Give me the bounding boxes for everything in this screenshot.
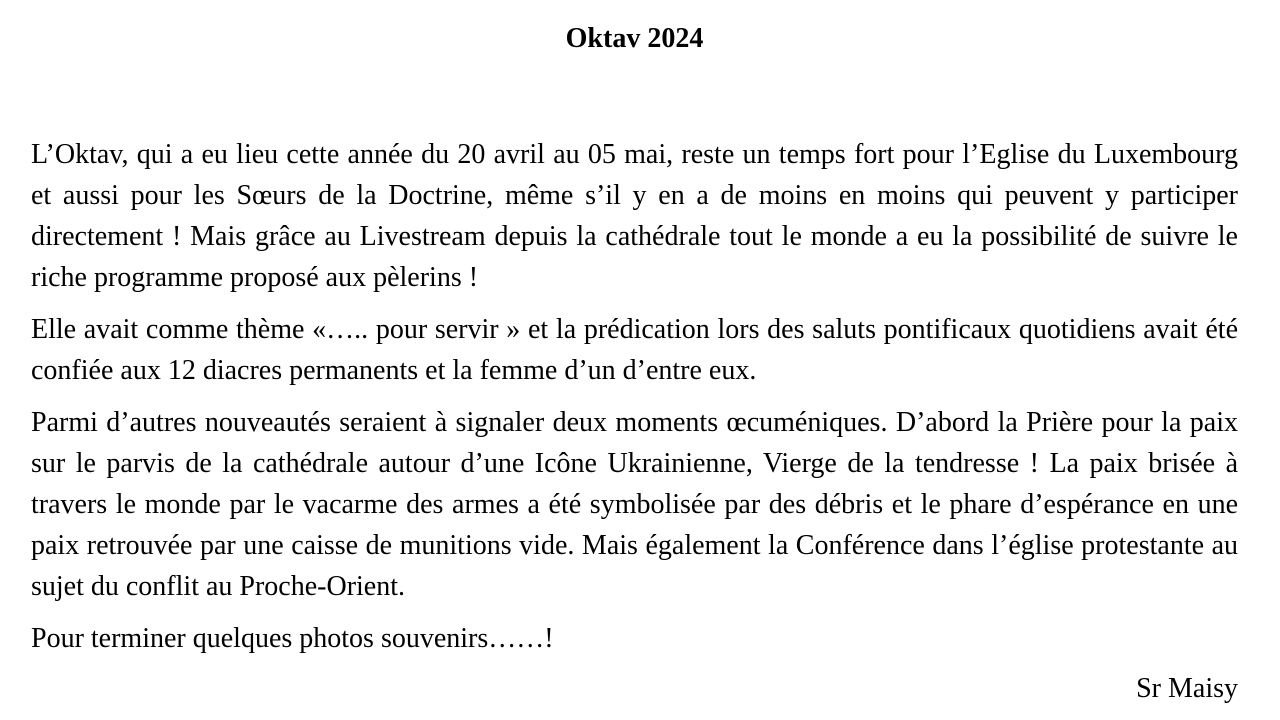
signature: Sr Maisy <box>1136 673 1238 704</box>
paragraph-ecumenical: Parmi d’autres nouveautés seraient à signaler deux moments œcuméniques. D’abord la Prière pour la paix sur le parvis de la cathédrale autour d’une Icône Ukrainienne, Vierge de la tendresse ! La paix brisée à travers le monde par le vacarme des armes a été symbolisée par des débris et le phare d’espérance en une paix retrouvée par une caisse de munitions vide. Mais également la Conférence dans l’église protestante au sujet du conflit au Proche-Orient. <box>31 407 1238 602</box>
paragraph-theme: Elle avait comme thème «….. pour servir » et la prédication lors des saluts pontificaux quotidiens avait été confiée aux 12 diacres permanents et la femme d’un d’entre eux. <box>31 314 1238 386</box>
document-page <box>31 0 1238 709</box>
document-title: Oktav 2024 <box>565 23 704 54</box>
paragraph-intro: L’Oktav, qui a eu lieu cette année du 20 avril au 05 mai, reste un temps fort pour l’Eglise du Luxembourg et aussi pour les Sœurs de la Doctrine, même s’il y en a de moins en moins qui peuvent y participer directement ! Mais grâce au Livestream depuis la cathédrale tout le monde a eu la possibilité de suivre le riche programme proposé aux pèlerins ! <box>31 139 1238 293</box>
paragraph-closing: Pour terminer quelques photos souvenirs……! <box>31 623 554 654</box>
document-body <box>31 134 1238 659</box>
